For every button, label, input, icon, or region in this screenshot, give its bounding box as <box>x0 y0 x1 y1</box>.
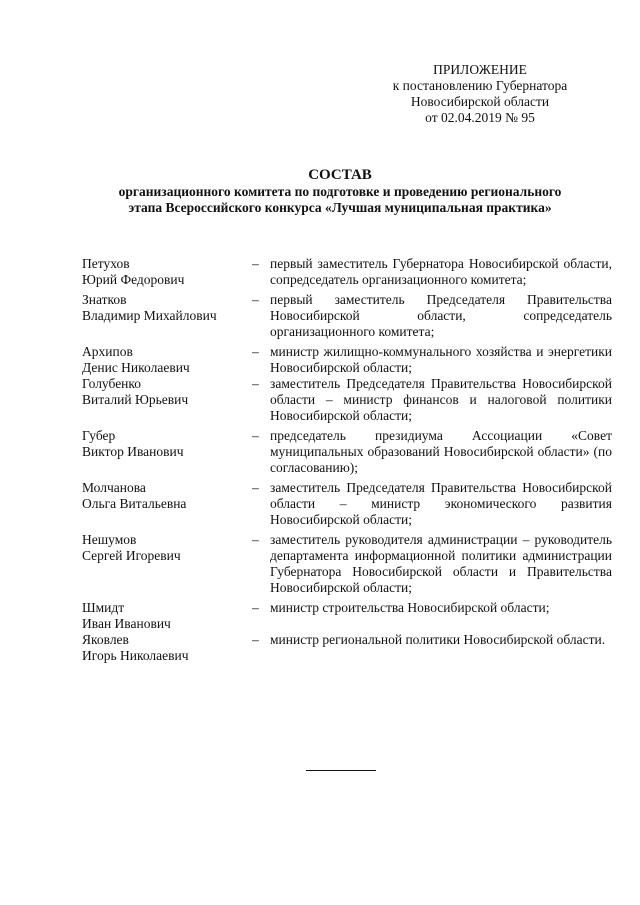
member-row <box>82 256 612 288</box>
member-role: заместитель Председателя Правительства Новосибирской области – министр экономического развития Новосибирской области; <box>270 480 612 527</box>
member-surname: Знатков <box>82 292 127 307</box>
member-dash: – <box>252 480 259 495</box>
member-given-name: Виктор Иванович <box>82 444 184 459</box>
member-dash: – <box>252 256 259 271</box>
member-name <box>82 632 252 664</box>
member-role: министр региональной политики Новосибирской области. <box>270 632 606 647</box>
member-name <box>82 480 252 528</box>
member-row <box>82 480 612 528</box>
title-block <box>60 166 620 216</box>
member-row <box>82 428 612 476</box>
member-name <box>82 376 252 424</box>
appendix-line: ПРИЛОЖЕНИЕ <box>433 62 527 77</box>
appendix-line: Новосибирской области <box>410 94 550 109</box>
document-title: СОСТАВ <box>308 167 372 183</box>
document-subtitle-line: этапа Всероссийского конкурса «Лучшая муниципальная практика» <box>128 200 552 215</box>
member-role: министр жилищно-коммунального хозяйства и энергетики Новосибирской области; <box>270 344 612 375</box>
member-given-name: Ольга Витальевна <box>82 496 187 511</box>
member-given-name: Владимир Михайлович <box>82 308 217 323</box>
member-row <box>82 532 612 596</box>
member-dash: – <box>252 376 259 391</box>
member-surname: Шмидт <box>82 600 125 615</box>
member-role: министр строительства Новосибирской области; <box>270 600 550 615</box>
appendix-line: от 02.04.2019 № 95 <box>425 110 535 125</box>
member-surname: Молчанова <box>82 480 146 495</box>
member-role: заместитель руководителя администрации – руководитель департамента информационной политики администрации Губернатора Новосибирской области и Правительства Новосибирской области; <box>270 532 612 595</box>
member-row <box>82 292 612 340</box>
member-given-name: Денис Николаевич <box>82 360 190 375</box>
appendix-header <box>390 62 570 126</box>
member-surname: Петухов <box>82 256 130 271</box>
member-row <box>82 344 612 376</box>
member-given-name: Виталий Юрьевич <box>82 392 189 407</box>
member-name <box>82 532 252 596</box>
member-dash: – <box>252 344 259 359</box>
member-surname: Губер <box>82 428 116 443</box>
member-role: председатель президиума Ассоциации «Совет муниципальных образований Новосибирской области» (по согласованию); <box>270 428 612 475</box>
member-dash: – <box>252 428 259 443</box>
member-surname: Нешумов <box>82 532 137 547</box>
member-dash: – <box>252 632 259 647</box>
member-surname: Яковлев <box>82 632 129 647</box>
member-role: заместитель Председателя Правительства Новосибирской области – министр финансов и налоговой политики Новосибирской области; <box>270 376 612 423</box>
member-dash: – <box>252 292 259 307</box>
member-role: первый заместитель Председателя Правительства Новосибирской области, сопредседатель организационного комитета; <box>270 292 612 339</box>
member-name <box>82 292 252 340</box>
appendix-line: к постановлению Губернатора <box>392 78 568 93</box>
member-row <box>82 600 612 632</box>
member-given-name: Сергей Игоревич <box>82 548 181 563</box>
member-row <box>82 376 612 424</box>
member-role: первый заместитель Губернатора Новосибирской области, сопредседатель организационного комитета; <box>270 256 612 287</box>
member-surname: Голубенко <box>82 376 142 391</box>
member-surname: Архипов <box>82 344 133 359</box>
end-divider <box>306 770 376 771</box>
member-given-name: Юрий Федорович <box>82 272 185 287</box>
member-name <box>82 600 252 632</box>
member-dash: – <box>252 532 259 547</box>
committee-members-list <box>82 256 612 668</box>
member-name <box>82 428 252 476</box>
member-given-name: Иван Иванович <box>82 616 171 631</box>
member-dash: – <box>252 600 259 615</box>
member-name <box>82 344 252 376</box>
member-name <box>82 256 252 288</box>
member-row <box>82 632 612 664</box>
document-subtitle-line: организационного комитета по подготовке и проведению регионального <box>118 184 562 199</box>
member-given-name: Игорь Николаевич <box>82 648 189 663</box>
